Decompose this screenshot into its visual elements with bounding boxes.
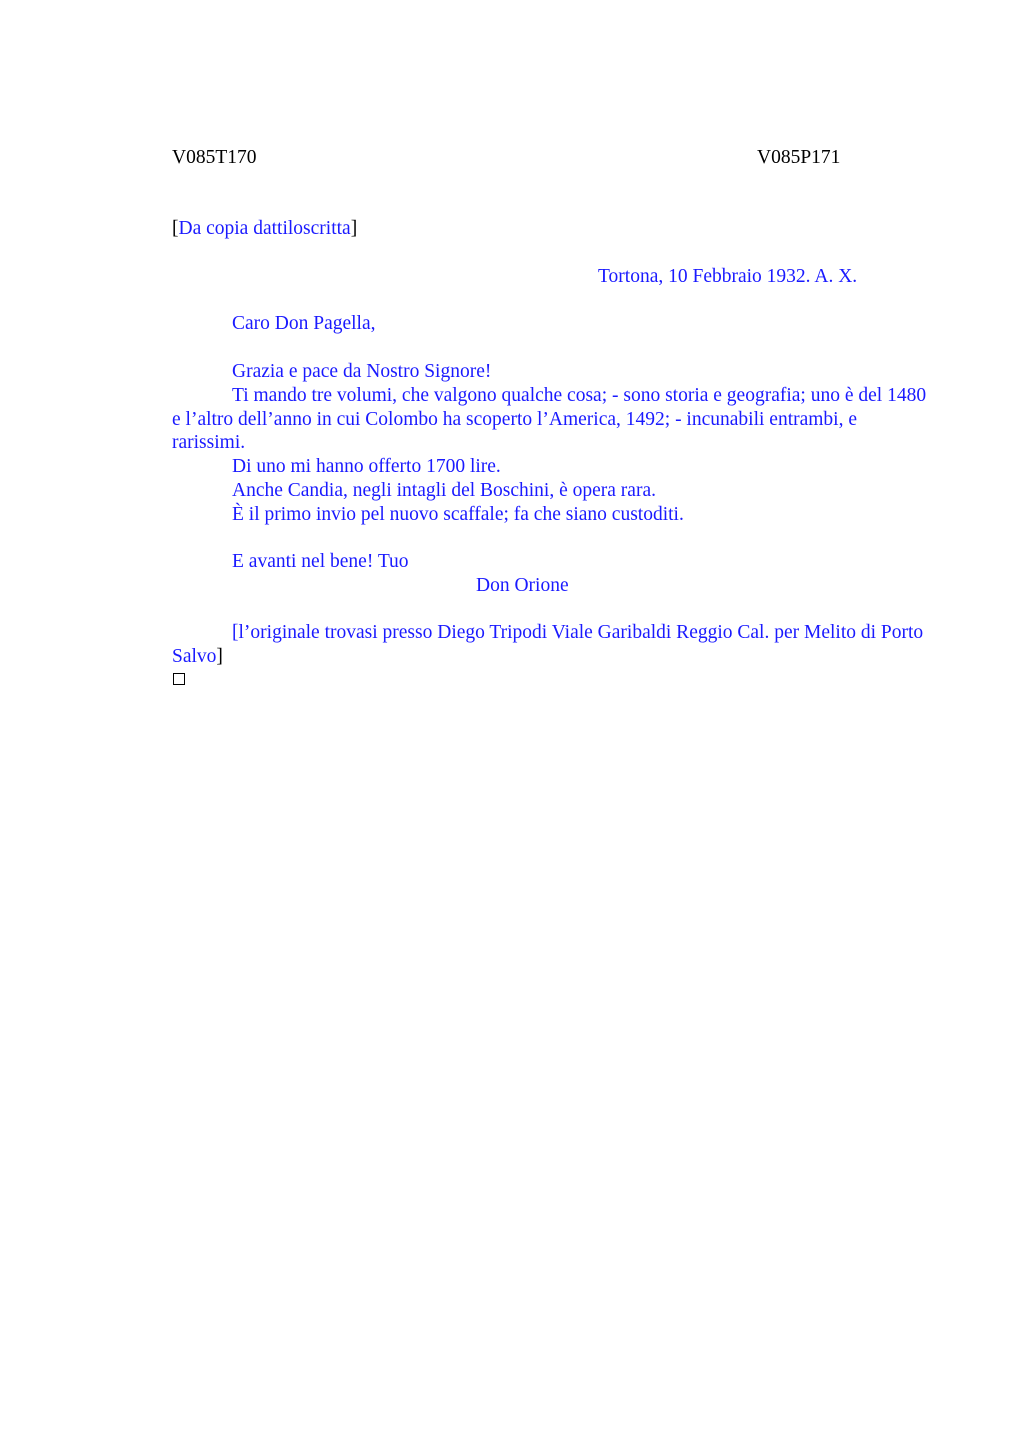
end-marker-box [173,673,185,685]
source-note-text: Da copia dattiloscritta [178,218,351,239]
greeting: Grazia e pace da Nostro Signore! [232,361,492,382]
footnote-close-bracket: ] [216,645,223,667]
source-note-close-bracket: ] [350,218,358,239]
body-paragraph-3: Anche Candia, negli intagli del Boschini, è opera rara. [232,480,656,501]
footnote-text: [l’originale trovasi presso Diego Tripodi Viale Garibaldi Reggio Cal. per Melito di Porto Salvo [172,622,924,667]
source-note-open-bracket: [ [172,218,179,239]
body-paragraph-4: È il primo invio pel nuovo scaffale; fa che siano custoditi. [232,504,684,525]
header-right-code: V085P171 [757,147,841,168]
header-left-code: V085T170 [172,147,257,168]
source-note [172,217,357,241]
footnote [172,621,932,668]
place-date: Tortona, 10 Febbraio 1932. A. X. [598,266,858,287]
body-paragraph-2: Di uno mi hanno offerto 1700 lire. [232,456,501,477]
salutation: Caro Don Pagella, [232,313,376,334]
closing: E avanti nel bene! Tuo [232,551,409,572]
body-paragraph-1: Ti mando tre volumi, che valgono qualche cosa; - sono storia e geografia; uno è del 1480 e l’altro dell’anno in cui Colombo ha scoperto l’America, 1492; - incunabili entrambi, e rarissimi. [172,385,927,453]
signature: Don Orione [476,575,569,596]
